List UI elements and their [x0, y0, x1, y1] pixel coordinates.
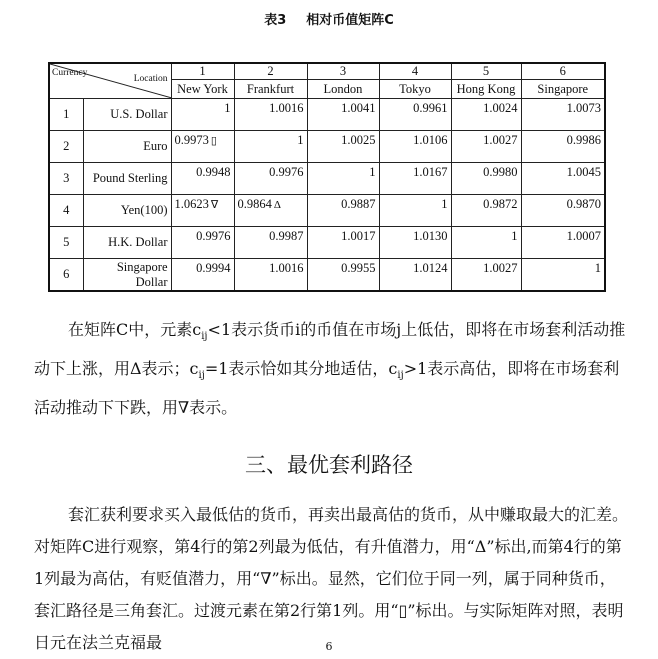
- cell-value: 1.0027: [483, 133, 518, 147]
- cell-value: 1.0130: [413, 229, 448, 243]
- col-number: 2: [234, 63, 307, 80]
- col-location-name: New York: [171, 80, 234, 99]
- table-row: [49, 195, 605, 227]
- matrix-cell: [307, 259, 379, 292]
- cell-value: 1.0045: [566, 165, 601, 179]
- cell-value: 1: [441, 197, 448, 211]
- para1-subscript-2: ij: [198, 370, 205, 382]
- col-number: 4: [379, 63, 451, 80]
- row-currency-name: Euro: [83, 131, 171, 163]
- section-heading: 三、最优套利路径: [245, 453, 413, 477]
- table-row: [49, 259, 605, 292]
- matrix-cell: [379, 163, 451, 195]
- cell-value: 0.9976: [269, 165, 304, 179]
- cell-value: 0.9872: [483, 197, 518, 211]
- matrix-cell: [307, 227, 379, 259]
- cell-value: 1.0007: [566, 229, 601, 243]
- cell-value: 0.9961: [413, 101, 448, 115]
- para2-text: 套汇获利要求买入最低估的货币，再卖出最高估的货币，从中赚取最大的汇差。对矩阵C进行观察，第4行的第2列最为低估，有升值潜力，用“Δ”标出,而第4行的第1列最为高估，有贬值潜力，用“∇”标出。显然，它们位于同一列，属于同种货币，套汇路径是三角套汇。过渡元素在第2行第1列。用“▯”标出。与实际矩阵对照，表明日元在法兰克福最: [34, 505, 629, 652]
- cell-value: 0.9955: [341, 261, 376, 275]
- cell-value: 0.9948: [196, 165, 231, 179]
- matrix-cell: [451, 227, 521, 259]
- corner-currency-label: Currency: [52, 68, 88, 78]
- cell-value: 1.0106: [413, 133, 448, 147]
- matrix-cell: [521, 195, 605, 227]
- cell-value: 1: [224, 101, 231, 115]
- row-number: 3: [49, 163, 83, 195]
- cell-value: 1.0025: [341, 133, 376, 147]
- matrix-cell: [234, 259, 307, 292]
- matrix-cell: [451, 99, 521, 131]
- matrix-cell: [234, 195, 307, 227]
- cell-value: 1.0124: [413, 261, 448, 275]
- matrix-cell: [307, 131, 379, 163]
- cell-value: 1.0167: [413, 165, 448, 179]
- matrix-cell: [379, 259, 451, 292]
- matrix-body: [49, 99, 605, 292]
- table-row: [49, 227, 605, 259]
- cell-value: 0.9887: [341, 197, 376, 211]
- cell-value: 1.0017: [341, 229, 376, 243]
- matrix-cell: [307, 99, 379, 131]
- paragraph-matrix-explanation: [34, 314, 628, 424]
- matrix-cell: [307, 163, 379, 195]
- matrix-cell: [451, 163, 521, 195]
- matrix-cell: [234, 99, 307, 131]
- para1-text-2: <1表示货币i的币值在市场j上低估，即将在市场套利活动推动下上涨，用Δ表示；c: [34, 320, 626, 379]
- cell-value: 1.0027: [483, 261, 518, 275]
- cell-value: 0.9973: [174, 133, 209, 147]
- col-location-name: Singapore: [521, 80, 605, 99]
- col-number: 3: [307, 63, 379, 80]
- row-number: 4: [49, 195, 83, 227]
- cell-value: 1.0024: [483, 101, 518, 115]
- cell-value: 1.0041: [341, 101, 376, 115]
- matrix-cell: [379, 227, 451, 259]
- table-corner-header: [49, 63, 171, 99]
- row-number: 5: [49, 227, 83, 259]
- matrix-cell: [171, 163, 234, 195]
- matrix-cell: [171, 227, 234, 259]
- cell-value: 0.9980: [483, 165, 518, 179]
- matrix-cell: [521, 259, 605, 292]
- row-currency-name: Singapore Dollar: [83, 259, 171, 292]
- cell-value: 1.0073: [566, 101, 601, 115]
- para1-text-4: >1表示高估，即将在市场套利活动推动下下跌，用∇表示。: [34, 359, 620, 418]
- matrix-cell: [379, 195, 451, 227]
- matrix-cell: [521, 99, 605, 131]
- cell-value: 1: [511, 229, 518, 243]
- matrix-cell: [521, 227, 605, 259]
- para1-text-1: 在矩阵C中，元素c: [68, 320, 202, 339]
- matrix-cell: [171, 131, 234, 163]
- cell-value: 1.0016: [269, 261, 304, 275]
- relative-value-matrix: [48, 62, 606, 292]
- para1-text-3: =1表示恰如其分地适估，c: [204, 359, 398, 379]
- matrix-cell: [234, 227, 307, 259]
- table-row: [49, 131, 605, 163]
- cell-value: 1: [297, 133, 304, 147]
- cell-value: 1: [594, 261, 601, 275]
- cell-mark: Δ: [273, 199, 281, 211]
- matrix-cell: [451, 195, 521, 227]
- row-number: 1: [49, 99, 83, 131]
- row-currency-name: U.S. Dollar: [83, 99, 171, 131]
- cell-mark: ▯: [210, 135, 217, 147]
- matrix-cell: [521, 131, 605, 163]
- row-currency-name: Yen(100): [83, 195, 171, 227]
- matrix-cell: [171, 99, 234, 131]
- cell-value: 0.9994: [196, 261, 231, 275]
- col-number: 1: [171, 63, 234, 80]
- col-location-name: London: [307, 80, 379, 99]
- cell-value: 0.9987: [269, 229, 304, 243]
- row-number: 6: [49, 259, 83, 292]
- col-location-name: Hong Kong: [451, 80, 521, 99]
- para1-subscript-3: ij: [397, 370, 404, 382]
- matrix-cell: [379, 131, 451, 163]
- matrix-cell: [451, 259, 521, 292]
- cell-value: 1.0623: [174, 197, 209, 211]
- cell-value: 0.9870: [566, 197, 601, 211]
- row-currency-name: Pound Sterling: [83, 163, 171, 195]
- table-caption-title: 相对币值矩阵C: [306, 13, 394, 28]
- col-number: 5: [451, 63, 521, 80]
- matrix-cell: [171, 195, 234, 227]
- col-location-name: Frankfurt: [234, 80, 307, 99]
- table-caption-label: 表3: [264, 13, 287, 28]
- col-location-name: Tokyo: [379, 80, 451, 99]
- cell-value: 1: [369, 165, 376, 179]
- row-currency-name: H.K. Dollar: [83, 227, 171, 259]
- col-number: 6: [521, 63, 605, 80]
- matrix-cell: [521, 163, 605, 195]
- cell-value: 1.0016: [269, 101, 304, 115]
- paragraph-optimal-path: [34, 499, 628, 659]
- matrix-cell: [451, 131, 521, 163]
- matrix-cell: [234, 131, 307, 163]
- cell-value: 0.9864: [237, 197, 272, 211]
- table-caption: [0, 9, 658, 28]
- matrix-cell: [307, 195, 379, 227]
- table-row: [49, 163, 605, 195]
- para1-subscript-1: ij: [201, 331, 208, 343]
- cell-value: 0.9986: [566, 133, 601, 147]
- cell-value: 0.9976: [196, 229, 231, 243]
- corner-location-label: Location: [133, 74, 168, 84]
- table-row: [49, 99, 605, 131]
- matrix-cell: [379, 99, 451, 131]
- page-number: 6: [325, 640, 333, 653]
- matrix-cell: [171, 259, 234, 292]
- cell-mark: ∇: [210, 199, 219, 211]
- matrix-cell: [234, 163, 307, 195]
- row-number: 2: [49, 131, 83, 163]
